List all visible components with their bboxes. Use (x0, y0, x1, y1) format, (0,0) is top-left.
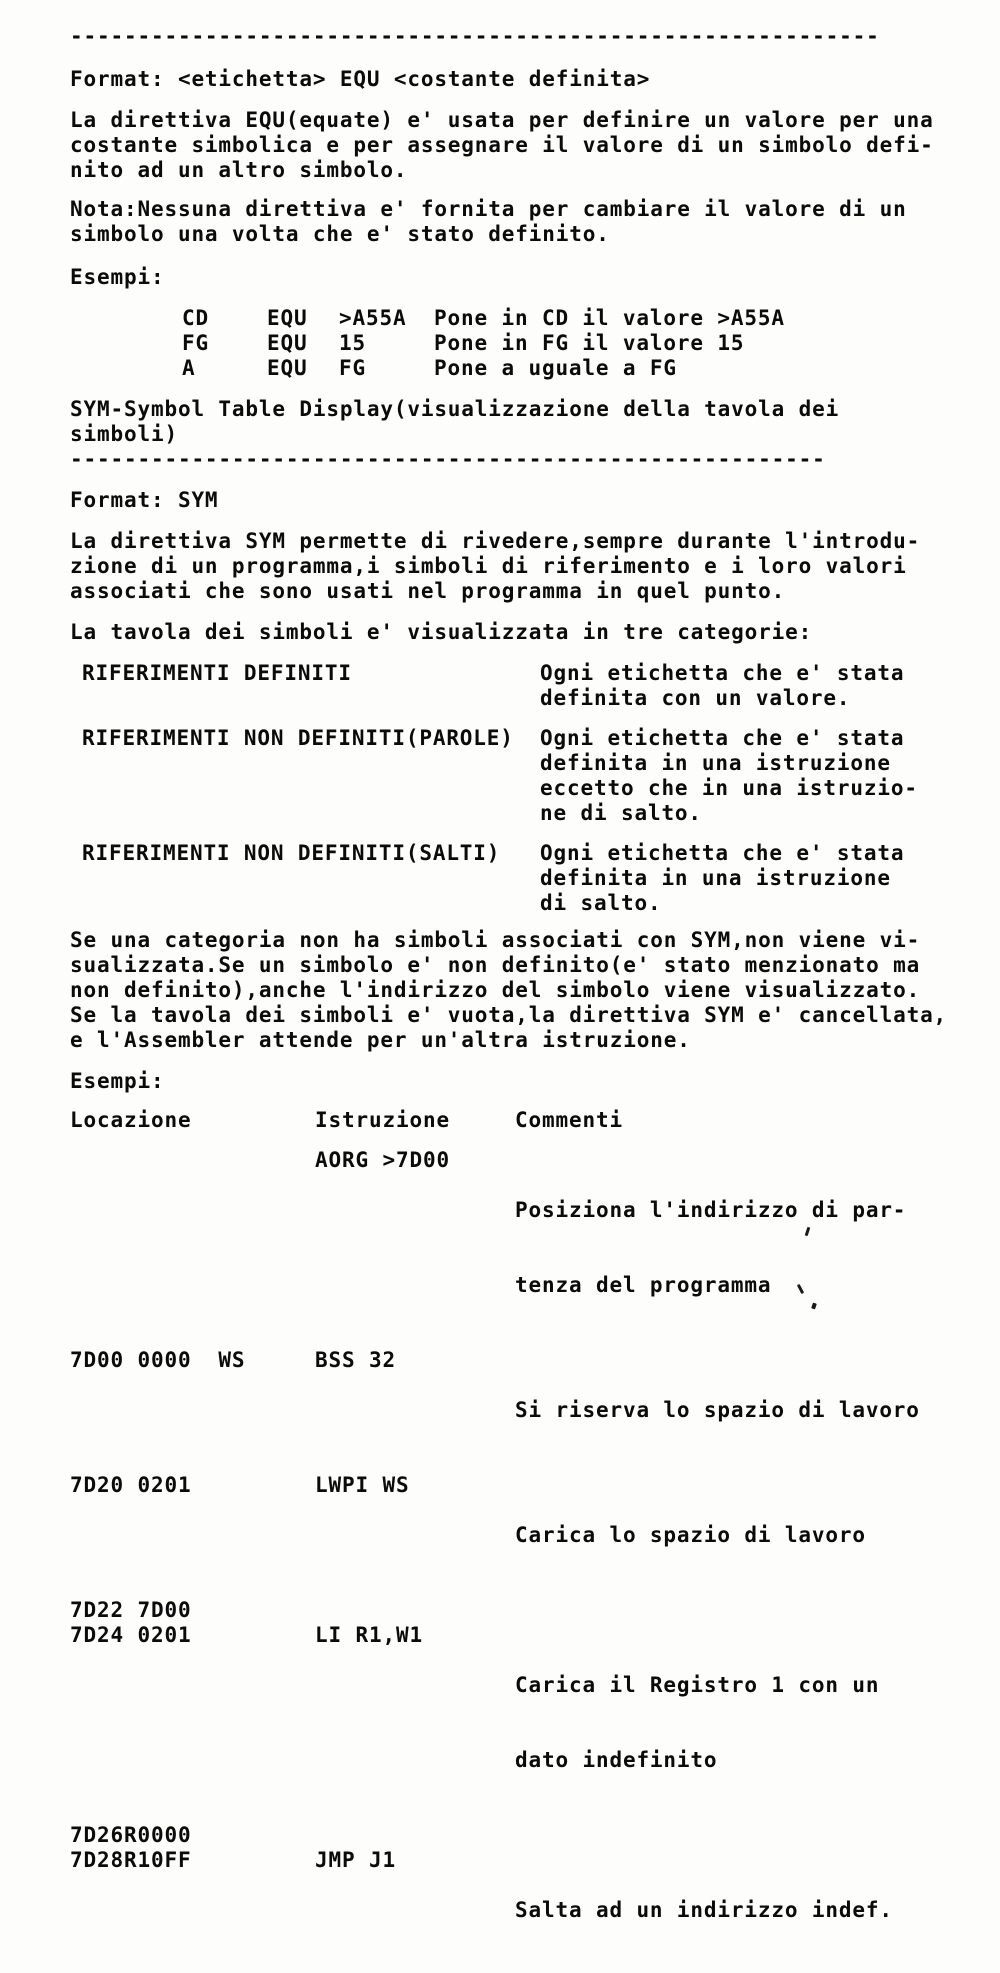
text-line: dato indefinito (515, 1748, 718, 1772)
listing-instruction-cell: LWPI WS (315, 1473, 410, 1497)
category-name: RIFERIMENTI NON DEFINITI(PAROLE) (82, 726, 514, 750)
category-description (540, 841, 960, 916)
equ-label-cell: CD (182, 306, 209, 330)
text-line: definita in una istruzione (540, 751, 891, 775)
text-line: e l'Assembler attende per un'altra istruzione. (70, 1028, 691, 1052)
listing-instruction-cell: AORG >7D00 (315, 1148, 450, 1172)
equ-operand-cell: 15 (339, 331, 366, 355)
listing-location-cell (70, 1148, 315, 1348)
equ-examples-table (182, 306, 960, 381)
text-line: ne di salto. (540, 801, 702, 825)
equ-examples-label: Esempi: (70, 265, 165, 289)
text-line: Se una categoria non ha simboli associati con SYM,non viene vi- (70, 928, 921, 952)
sym-heading (70, 397, 960, 447)
text-line: costante simbolica e per assegnare il valore di un simbolo defi- (70, 133, 934, 157)
listing-body (70, 1148, 960, 1973)
text-line: zione di un programma,i simboli di riferimento e i loro valori (70, 554, 907, 578)
equ-directive-cell: EQU (267, 331, 308, 355)
category-name: RIFERIMENTI NON DEFINITI(SALTI) (82, 841, 501, 865)
listing-location-cell: 7D22 7D00 (70, 1598, 192, 1622)
text-line: La direttiva SYM permette di rivedere,sempre durante l'introdu- (70, 529, 921, 553)
listing-instruction-cell: BSS 32 (315, 1348, 396, 1372)
text-line: definita in una istruzione (540, 866, 891, 890)
section-title-line: SYM-Symbol Table Display(visualizzazione della tavola dei (70, 397, 840, 421)
text-line: tenza del programma (515, 1273, 772, 1297)
sym-examples-label: Esempi: (70, 1069, 165, 1093)
listing-instruction-cell: JMP J1 (315, 1848, 396, 1872)
listing-instruction-cell (315, 1598, 515, 1623)
equ-operand-cell: >A55A (339, 306, 407, 330)
listing-comment-cell (515, 1598, 960, 1623)
equ-note (70, 197, 960, 247)
category-name: RIFERIMENTI DEFINITI (82, 661, 352, 685)
section-title-line: simboli) (70, 422, 178, 446)
equ-comment-cell: Pone a uguale a FG (434, 356, 677, 380)
listing-comment-cell (515, 1473, 960, 1598)
listing-comment-cell (515, 1823, 960, 1848)
text-line: La direttiva EQU(equate) e' usata per definire un valore per una (70, 108, 934, 132)
listing-location-cell: 7D00 0000 WS (70, 1348, 246, 1372)
text-line: Nota:Nessuna direttiva e' fornita per cambiare il valore di un (70, 197, 907, 221)
text-line: Si riserva lo spazio di lavoro (515, 1398, 920, 1422)
text-line: Ogni etichetta che e' stata (540, 661, 905, 685)
equ-operand-cell: FG (339, 356, 366, 380)
listing-location-cell: 7D28R10FF (70, 1848, 192, 1872)
text-line: Posiziona l'indirizzo di par- (515, 1198, 907, 1222)
listing-location-cell: 7D26R0000 (70, 1823, 192, 1847)
equ-description (70, 108, 960, 183)
equ-label-cell: A (182, 356, 196, 380)
listing-location-cell: 7D24 0201 (70, 1623, 192, 1647)
equ-directive-cell: EQU (267, 356, 308, 380)
text-line: nito ad un altro simbolo. (70, 158, 408, 182)
equ-label-cell: FG (182, 331, 209, 355)
listing-header-comments: Commenti (515, 1108, 623, 1132)
text-line: definita con un valore. (540, 686, 851, 710)
sym-divider: -------------------------------------------------------- (70, 447, 826, 471)
listing-comment-cell (515, 1848, 960, 1973)
listing-header-row (70, 1108, 960, 1133)
text-line: simbolo una volta che e' stato definito. (70, 222, 610, 246)
sym-section (70, 397, 960, 1973)
text-line: Carica il Registro 1 con un (515, 1673, 880, 1697)
text-line: Carica lo spazio di lavoro (515, 1523, 866, 1547)
listing-header-instruction: Istruzione (315, 1108, 450, 1132)
sym-categories-table (70, 661, 960, 916)
text-line: eccetto che in una istruzio- (540, 776, 918, 800)
sym-format-line: Format: SYM (70, 488, 219, 512)
top-divider: ------------------------------------------------------------ (70, 24, 880, 48)
text-line: Se la tavola dei simboli e' vuota,la direttiva SYM e' cancellata, (70, 1003, 948, 1027)
category-description (540, 661, 960, 711)
sym-categories-intro: La tavola dei simboli e' visualizzata in tre categorie: (70, 620, 813, 644)
equ-comment-cell: Pone in CD il valore >A55A (434, 306, 785, 330)
listing-header-location: Locazione (70, 1108, 192, 1132)
text-line: sualizzata.Se un simbolo e' non definito(e' stato menzionato ma (70, 953, 921, 977)
assembly-listing (70, 1108, 960, 1973)
equ-format-line: Format: <etichetta> EQU <costante definita> (70, 67, 651, 91)
sym-notes (70, 928, 960, 1053)
listing-comment-cell (515, 1148, 960, 1348)
text-line: Ogni etichetta che e' stata (540, 841, 905, 865)
listing-comment-cell (515, 1623, 960, 1823)
listing-comment-cell (515, 1348, 960, 1473)
sym-description (70, 529, 960, 604)
equ-directive-cell: EQU (267, 306, 308, 330)
text-line: di salto. (540, 891, 662, 915)
text-line: Ogni etichetta che e' stata (540, 726, 905, 750)
listing-instruction-cell: LI R1,W1 (315, 1623, 423, 1647)
equ-comment-cell: Pone in FG il valore 15 (434, 331, 745, 355)
listing-location-cell: 7D20 0201 (70, 1473, 192, 1497)
text-line: associati che sono usati nel programma in quel punto. (70, 579, 786, 603)
category-description (540, 726, 960, 826)
equ-section (70, 67, 960, 381)
listing-instruction-cell (315, 1823, 515, 1848)
text-line: non definito),anche l'indirizzo del simbolo viene visualizzato. (70, 978, 921, 1002)
text-line: Salta ad un indirizzo indef. (515, 1898, 893, 1922)
